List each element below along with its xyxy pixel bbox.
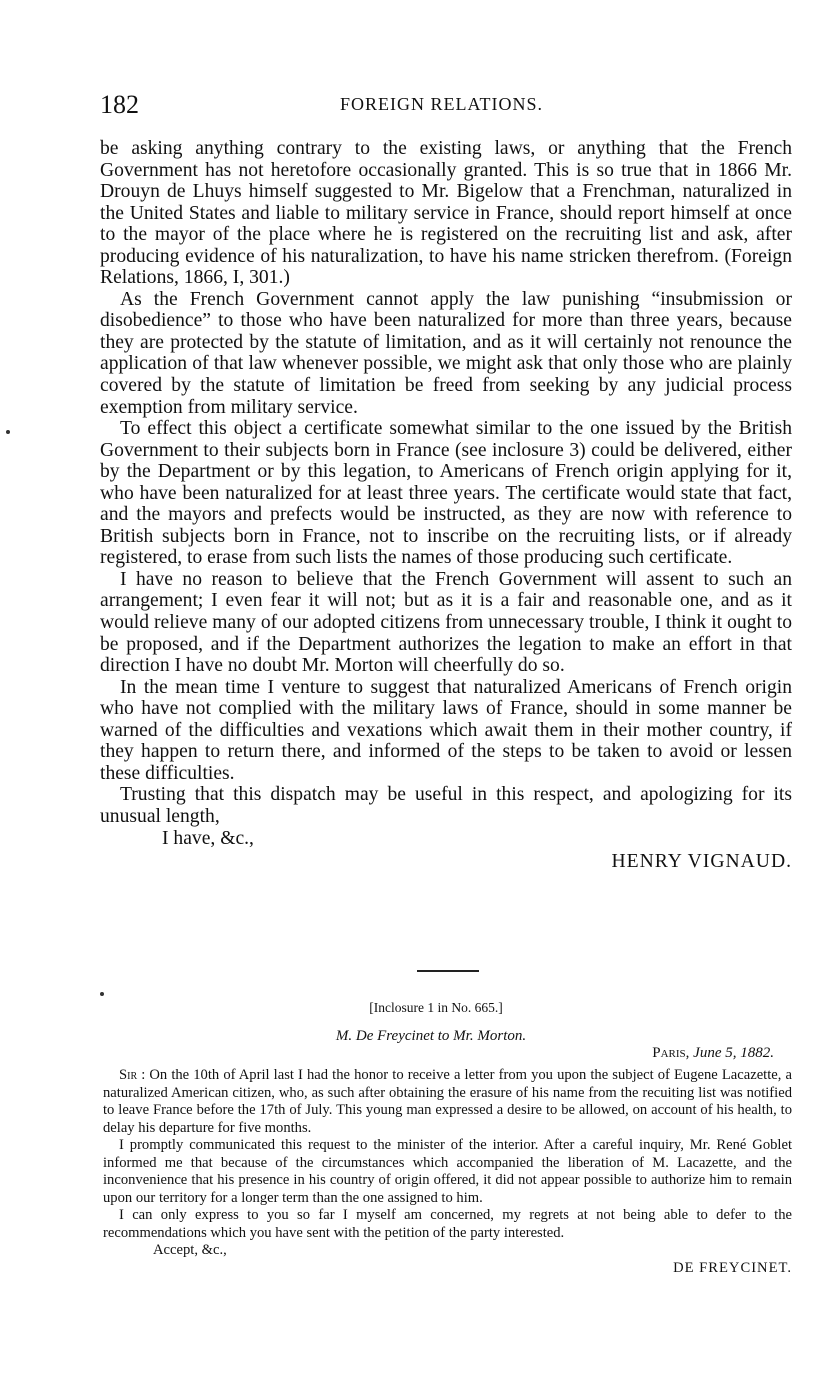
- letter-salutation: Sir :: [119, 1067, 146, 1083]
- date-day: June 5, 1882.: [693, 1045, 774, 1061]
- margin-mark: [6, 430, 10, 434]
- letter-closing: Accept, &c.,: [153, 1242, 227, 1258]
- body-paragraph: As the French Government cannot apply the law punishing “insubmission or disobedience” to those who have been naturalized for more than three years, because they are protected by the statute of limitation, and as it will certainly not renounce the application of that law whenever possible, we might ask that only those who are plainly covered by the statute of limitation be freed from seeking by any judicial process exemption from military service.: [100, 288, 792, 418]
- dispatch-body: [100, 138, 792, 873]
- letter-paragraph: I promptly communicated this request to the minister of the interior. After a careful inquiry, Mr. René Goblet informed me that because of the circumstances which accompanied the liberation of M. Lacazette, and the inconvenience that his presence in his country of origin offered, it did not appear possible to authorize him to remain upon our territory for a longer term than the one assigned to him.: [103, 1137, 792, 1206]
- letter-title: M. De Freycinet to Mr. Morton.: [335, 1028, 527, 1044]
- dispatch-closing: I have, &c.,: [162, 827, 254, 849]
- page-header: [100, 90, 792, 124]
- dispatch-signature: HENRY VIGNAUD.: [611, 851, 792, 873]
- page-number: 182: [100, 90, 139, 119]
- letter-paragraph-text: On the 10th of April last I had the honor to receive a letter from you upon the subject of Eugene Lacazette, a naturalized American citizen, who, as such after obtaining the erasure of his name from the recuiting list was notified to leave France before the 17th of July. This young man expressed a desire to be allowed, on account of his health, to delay his departure for five months.: [103, 1067, 792, 1136]
- letter-paragraph: I can only express to you so far I myself am concerned, my regrets at not being able to defer to the recommendations which you have sent with the petition of the party interested.: [103, 1207, 792, 1241]
- letter-paragraph: [103, 1067, 792, 1137]
- inclosure-label: [Inclosure 1 in No. 665.]: [369, 1000, 503, 1015]
- body-paragraph: I have no reason to believe that the French Government will assent to such an arrangement; I even fear it will not; but as it is a fair and reasonable one, and as it would relieve many of our adopted citizens from unnecessary trouble, I think it ought to be proposed, and if the Department authorizes the legation to make an effort in that direction I have no doubt Mr. Morton will cheerfully do so.: [100, 568, 792, 677]
- date-place: Paris,: [652, 1045, 690, 1061]
- body-paragraph: To effect this object a certificate somewhat similar to the one issued by the British Government to their subjects born in France (see inclosure 3) could be delivered, either by the Department or by this legation, to Americans of French origin applying for it, who have been naturalized for at least three years. The certificate would state that fact, and the mayors and prefects would be instructed, as they are now with reference to British subjects born in France, not to inscribe on the recruiting lists, or if already registered, to erase from such lists the names of those producing such certificate.: [100, 418, 792, 569]
- inclosure-letter: [103, 1067, 792, 1277]
- letter-dateline: [652, 1045, 774, 1062]
- body-paragraph: be asking anything contrary to the existing laws, or anything that the French Government has not heretofore occasionally granted. This is so true that in 1866 Mr. Drouyn de Lhuys himself suggested to Mr. Bigelow that a Frenchman, naturalized in the United States and liable to military service in France, should report himself at once to the mayor of the place where he is registered on the recruiting list and ask, after producing evidence of his naturalization, to have his name stricken therefrom. (Foreign Relations, 1866, I, 301.): [100, 138, 792, 289]
- body-paragraph: Trusting that this dispatch may be useful in this respect, and apologizing for its unusual length,: [100, 784, 792, 827]
- body-paragraph: In the mean time I venture to suggest that naturalized Americans of French origin who have not complied with the military laws of France, should in some manner be warned of the difficulties and vexations which await them in their mother country, if they happen to return there, and informed of the steps to be taken to avoid or lessen these difficulties.: [100, 676, 792, 784]
- running-head: FOREIGN RELATIONS.: [340, 94, 544, 114]
- letter-signature: DE FREYCINET.: [673, 1259, 792, 1276]
- margin-mark: [100, 992, 104, 996]
- section-divider: [417, 970, 479, 972]
